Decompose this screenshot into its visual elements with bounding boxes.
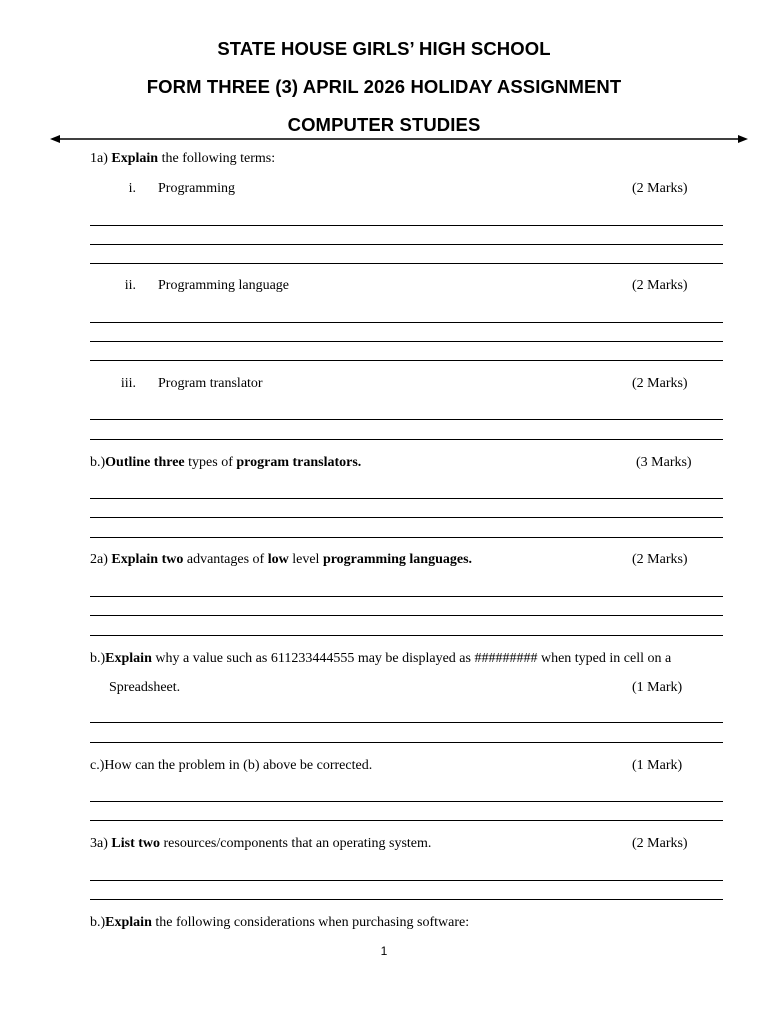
marks-label: (2 Marks) xyxy=(632,836,688,851)
answer-line xyxy=(90,517,723,518)
subject-title: COMPUTER STUDIES xyxy=(287,114,481,135)
marks-label: (3 Marks) xyxy=(636,455,692,470)
answer-line xyxy=(90,322,723,323)
answer-line xyxy=(90,360,723,361)
answer-line xyxy=(90,341,723,342)
answer-line xyxy=(90,225,723,226)
page-number: 1 xyxy=(380,944,388,958)
marks-label: (2 Marks) xyxy=(632,376,688,391)
question-1b: b.)Outline three types of program translators. xyxy=(90,455,362,470)
answer-line xyxy=(90,880,723,881)
marks-label: (2 Marks) xyxy=(632,278,688,293)
answer-line xyxy=(90,244,723,245)
marks-label: (2 Marks) xyxy=(632,552,688,567)
marks-label: (1 Mark) xyxy=(632,680,683,695)
assignment-title: FORM THREE (3) APRIL 2026 HOLIDAY ASSIGNMENT xyxy=(146,76,622,97)
item-numeral-iii: iii. xyxy=(120,376,136,391)
question-3a: 3a) List two resources/components that an operating system. xyxy=(90,836,432,851)
item-numeral-ii: ii. xyxy=(124,278,136,293)
answer-line xyxy=(90,263,723,264)
answer-line xyxy=(90,801,723,802)
answer-line xyxy=(90,742,723,743)
item-programming-language: Programming language xyxy=(158,278,290,293)
question-2b-continued: Spreadsheet. xyxy=(109,680,181,695)
answer-line xyxy=(90,596,723,597)
question-2b: b.)Explain why a value such as 611233444555 may be displayed as ######### when typed in cell on a xyxy=(90,651,672,666)
answer-line xyxy=(90,419,723,420)
answer-line xyxy=(90,439,723,440)
question-2c: c.)How can the problem in (b) above be corrected. xyxy=(90,758,373,773)
answer-line xyxy=(90,615,723,616)
answer-line xyxy=(90,537,723,538)
question-2a: 2a) Explain two advantages of low level programming languages. xyxy=(90,552,473,567)
header-double-arrow-rule xyxy=(50,131,748,147)
question-3b: b.)Explain the following considerations when purchasing software: xyxy=(90,915,470,930)
answer-line xyxy=(90,820,723,821)
item-program-translator: Program translator xyxy=(158,376,263,391)
item-programming: Programming xyxy=(158,181,235,196)
school-name: STATE HOUSE GIRLS’ HIGH SCHOOL xyxy=(217,38,551,59)
question-1a: 1a) Explain the following terms: xyxy=(90,151,276,166)
marks-label: (1 Mark) xyxy=(632,758,683,773)
answer-line xyxy=(90,899,723,900)
marks-label: (2 Marks) xyxy=(632,181,688,196)
answer-line xyxy=(90,498,723,499)
answer-line xyxy=(90,635,723,636)
item-numeral-i: i. xyxy=(128,181,136,196)
answer-line xyxy=(90,722,723,723)
